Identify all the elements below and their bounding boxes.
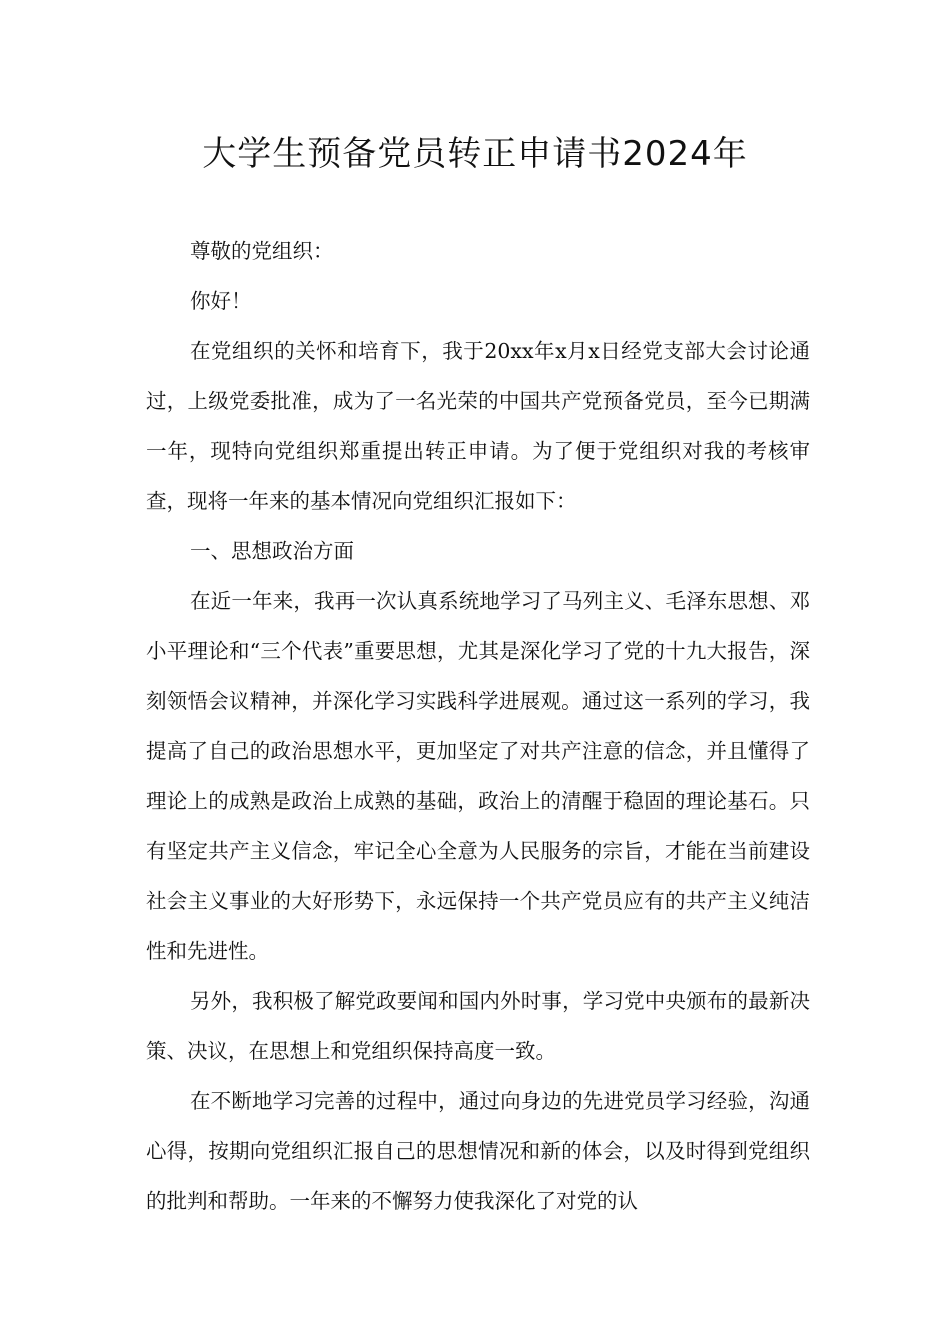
intro-paragraph: 在党组织的关怀和培育下，我于20xx年x月x日经党支部大会讨论通过，上级党委批准，成为了一名光荣的中国共产党预备党员，至今已期满一年，现特向党组织郑重提出转正申请。为了便于党组织对我的考核审查，现将一年来的基本情况向党组织汇报如下： xyxy=(146,339,810,513)
body-paragraph: 在近一年来，我再一次认真系统地学习了马列主义、毛泽东思想、邓小平理论和“三个代表”重要思想，尤其是深化学习了党的十九大报告，深刻领悟会议精神，并深化学习实践科学进展观。通过这一系列的学习，我提高了自己的政治思想水平，更加坚定了对共产注意的信念，并且懂得了理论上的成熟是政治上成熟的基础，政治上的清醒于稳固的理论基石。只有坚定共产主义信念，牢记全心全意为人民服务的宗旨，才能在当前建设社会主义事业的大好形势下，永远保持一个共产党员应有的共产主义纯洁性和先进性。 xyxy=(146,589,810,963)
body-paragraph: 在不断地学习完善的过程中，通过向身边的先进党员学习经验，沟通心得，按期向党组织汇报自己的思想情况和新的体会，以及时得到党组织的批判和帮助。一年来的不懈努力使我深化了对党的认 xyxy=(146,1089,810,1213)
salutation: 尊敬的党组织： xyxy=(190,239,334,263)
greeting: 你好！ xyxy=(190,289,252,313)
body-paragraph: 另外，我积极了解党政要闻和国内外时事，学习党中央颁布的最新决策、决议，在思想上和党组织保持高度一致。 xyxy=(146,989,810,1063)
document-body xyxy=(146,226,810,1226)
document-title: 大学生预备党员转正申请书2024年 xyxy=(202,134,748,174)
section-heading: 一、思想政治方面 xyxy=(190,539,354,563)
